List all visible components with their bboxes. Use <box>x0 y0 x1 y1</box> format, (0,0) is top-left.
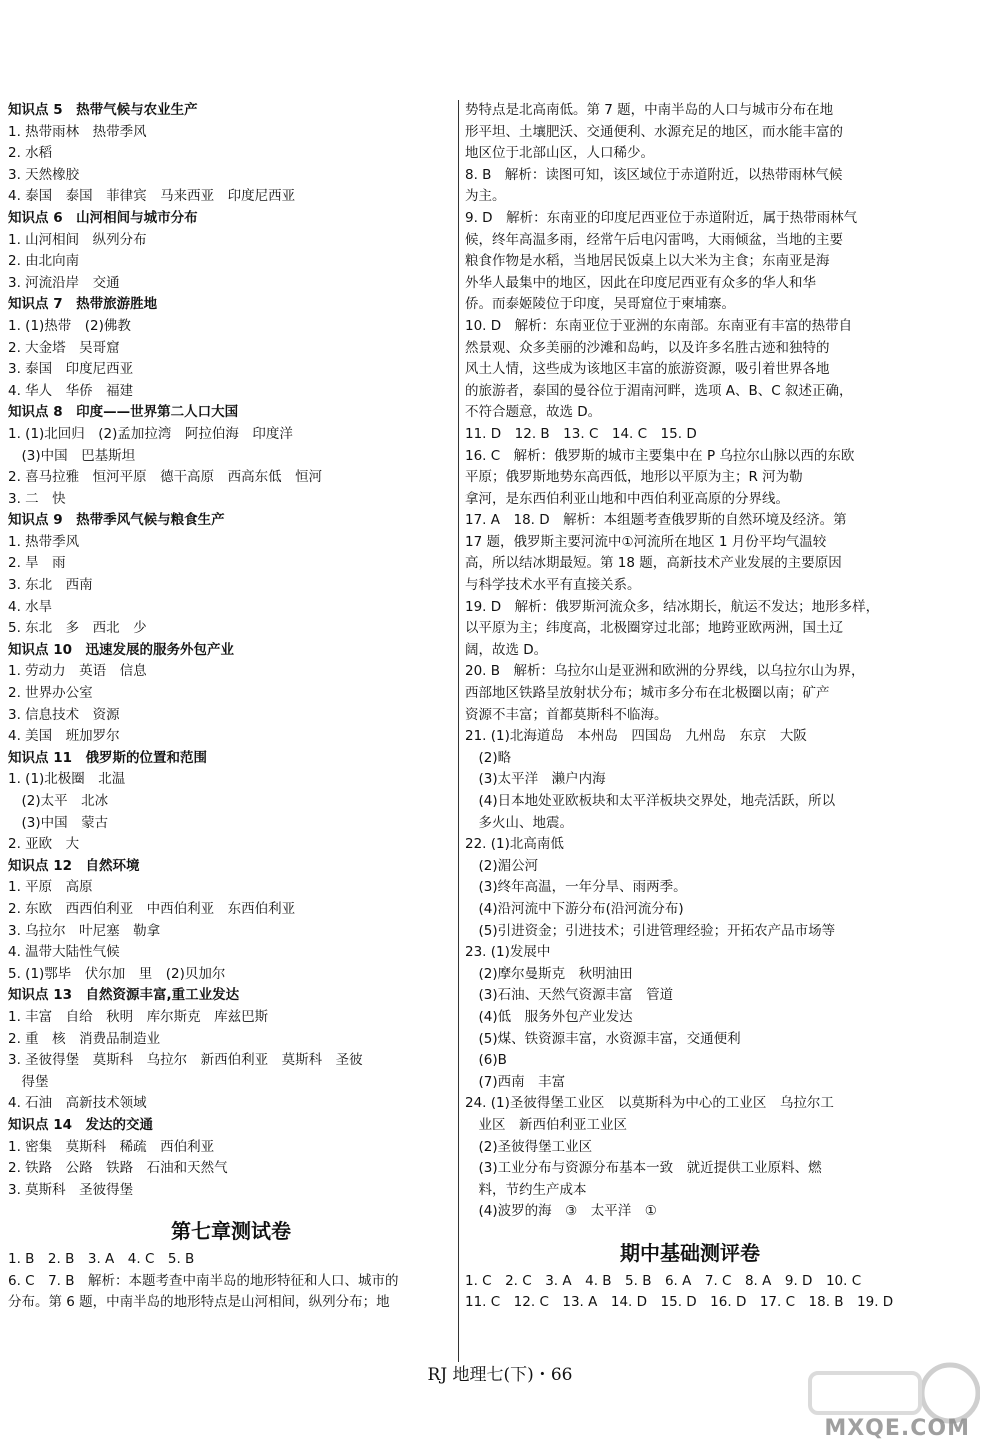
answer-line: 6. C 7. B 解析：本题考查中南半岛的地形特征和人口、城市的 <box>8 1272 399 1289</box>
answer-line: 资源不丰富；首都莫斯科不临海。 <box>465 706 668 723</box>
answer-line: 3. 圣彼得堡 莫斯科 乌拉尔 新西伯利亚 莫斯科 圣彼 <box>8 1052 363 1069</box>
answer-line: (4)日本地处亚欧板块和太平洋板块交界处，地壳活跃，所以 <box>465 793 836 809</box>
section-title-chapter7-test: 第七章测试卷 <box>171 1219 291 1244</box>
answer-line: 多火山、地震。 <box>465 814 573 831</box>
answer-line: 4. 石油 高新技术领域 <box>8 1095 147 1112</box>
answer-line: 2. 世界办公室 <box>8 685 93 702</box>
watermark-text: MXQE.COM <box>824 1416 970 1441</box>
answer-line: 候，终年高温多雨，经常午后电闪雷鸣，大雨倾盆，当地的主要 <box>465 231 843 248</box>
answer-line: 1. 热带雨林 热带季风 <box>8 123 147 140</box>
knowledge-point-heading: 知识点 6 山河相间与城市分布 <box>8 209 198 226</box>
knowledge-point-heading: 知识点 11 俄罗斯的位置和范围 <box>8 749 207 766</box>
answer-line: 3. 乌拉尔 叶尼塞 勒拿 <box>8 922 161 939</box>
answer-line: 2. 旱 雨 <box>8 555 66 572</box>
answer-line: 11. D 12. B 13. C 14. C 15. D <box>465 425 697 442</box>
answer-line: 与科学技术水平有直接关系。 <box>465 577 641 594</box>
answer-line: 1. (1)北极圈 北温 <box>8 771 126 788</box>
answer-line: 以平原为主；纬度高，北极圈穿过北部；地跨亚欧两洲，国土辽 <box>465 620 843 637</box>
right-column <box>465 100 915 1314</box>
answer-line: 4. 美国 班加罗尔 <box>8 728 120 745</box>
answer-line: 3. 信息技术 资源 <box>8 706 120 723</box>
answer-line: 3. 二 快 <box>8 490 66 507</box>
answer-line: 2. 水稻 <box>8 145 53 162</box>
answer-line: 4. 华人 华侨 福建 <box>8 382 134 399</box>
answer-line: 2. 东欧 西西伯利亚 中西伯利亚 东西伯利亚 <box>8 900 296 917</box>
answer-line: 24. (1)圣彼得堡工业区 以莫斯科为中心的工业区 乌拉尔工 <box>465 1095 834 1112</box>
answer-line: 22. (1)北高南低 <box>465 836 564 853</box>
knowledge-point-heading: 知识点 9 热带季风气候与粮食生产 <box>8 512 225 529</box>
answer-line: (5)煤、铁资源丰富，水资源丰富，交通便利 <box>465 1030 741 1047</box>
knowledge-point-heading: 知识点 5 热带气候与农业生产 <box>8 102 198 118</box>
left-column <box>8 100 454 1314</box>
answer-line: 3. 莫斯科 圣彼得堡 <box>8 1181 134 1198</box>
knowledge-point-heading: 知识点 14 发达的交通 <box>8 1116 153 1133</box>
knowledge-point-heading: 知识点 7 热带旅游胜地 <box>8 296 158 313</box>
answer-line: (2)略 <box>465 749 512 766</box>
answer-line: 5. (1)鄂毕 伏尔加 里 (2)贝加尔 <box>8 965 226 982</box>
answer-line: 1. 山河相间 纵列分布 <box>8 231 147 248</box>
answer-line: 1. (1)热带 (2)佛教 <box>8 317 131 334</box>
answer-line: 21. (1)北海道岛 本州岛 四国岛 九州岛 东京 大阪 <box>465 728 807 745</box>
answer-line: (3)工业分布与资源分布基本一致 就近提供工业原料、燃 <box>465 1160 822 1177</box>
answer-line: 1. B 2. B 3. A 4. C 5. B <box>8 1251 195 1268</box>
answer-line: 的旅游者，泰国的曼谷位于湄南河畔，选项 A、B、C 叙述正确， <box>465 382 853 399</box>
answer-line: 然景观、众多美丽的沙滩和岛屿，以及许多名胜古迹和独特的 <box>465 339 830 356</box>
answer-line: (3)中国 蒙古 <box>8 814 109 831</box>
answer-line: 19. D 解析：俄罗斯河流众多，结冰期长，航运不发达；地形多样， <box>465 598 880 615</box>
answer-line: (4)波罗的海 ③ 太平洋 ① <box>465 1203 657 1220</box>
answer-line: 8. B 解析：读图可知，该区域位于赤道附近，以热带雨林气候 <box>465 166 843 183</box>
answer-line: (2)太平 北冰 <box>8 793 109 809</box>
answer-line: 2. 喜马拉雅 恒河平原 德干高原 西高东低 恒河 <box>8 469 323 486</box>
answer-line: 业区 新西伯利亚工业区 <box>465 1116 627 1133</box>
knowledge-point-heading: 知识点 10 迅速发展的服务外包产业 <box>8 641 234 658</box>
answer-line: 23. (1)发展中 <box>465 944 551 961</box>
page-footer: RJ 地理七(下)・66 <box>427 1365 573 1385</box>
answer-line: 2. 由北向南 <box>8 253 80 270</box>
answer-line: (3)中国 巴基斯坦 <box>8 447 136 464</box>
knowledge-point-heading: 知识点 12 自然环境 <box>8 857 140 874</box>
answer-line: 11. C 12. C 13. A 14. D 15. D 16. D 17. C 18. B 19. D <box>465 1294 894 1311</box>
answer-line: 1. 密集 莫斯科 稀疏 西伯利亚 <box>8 1138 215 1155</box>
answer-line: 外华人最集中的地区，因此在印度尼西亚有众多的华人和华 <box>465 274 816 291</box>
answer-line: 风土人情，这些成为该地区丰富的旅游资源，吸引着世界各地 <box>465 361 830 378</box>
answer-line: 地区位于北部山区，人口稀少。 <box>465 145 654 162</box>
answer-line: (7)西南 丰富 <box>465 1073 566 1090</box>
answer-line: (3)太平洋 濑户内海 <box>465 771 606 788</box>
answer-line: (3)石油、天然气资源丰富 管道 <box>465 987 674 1004</box>
answer-line: (2)圣彼得堡工业区 <box>465 1138 593 1155</box>
answer-line: 1. 丰富 自给 秋明 库尔斯克 库兹巴斯 <box>8 1008 269 1025</box>
answer-line: 阔，故选 D。 <box>465 641 548 658</box>
answer-line: 料，节约生产成本 <box>465 1181 587 1198</box>
answer-line: 3. 泰国 印度尼西亚 <box>8 361 134 378</box>
answer-line: (2)湄公河 <box>465 857 539 874</box>
answer-line: 3. 天然橡胶 <box>8 166 80 183</box>
answer-line: 1. (1)北回归 (2)孟加拉湾 阿拉伯海 印度洋 <box>8 425 293 442</box>
answer-line: 2. 重 核 消费品制造业 <box>8 1030 161 1047</box>
answer-line: 1. 平原 高原 <box>8 879 93 896</box>
answer-line: 10. D 解析：东南亚位于亚洲的东南部。东南亚有丰富的热带自 <box>465 317 853 334</box>
answer-line: (6)B <box>465 1052 507 1069</box>
answer-line: 4. 温带大陆性气候 <box>8 944 120 961</box>
answer-line: (2)摩尔曼斯克 秋明油田 <box>465 965 633 982</box>
answer-line: 分布。第 6 题，中南半岛的地形特点是山河相间，纵列分布；地 <box>8 1294 390 1311</box>
answer-line: 西部地区铁路呈放射状分布；城市多分布在北极圈以南；矿产 <box>465 685 830 702</box>
answer-line: (4)低 服务外包产业发达 <box>465 1008 633 1025</box>
answer-line: 1. 热带季风 <box>8 533 80 550</box>
answer-line: 1. 劳动力 英语 信息 <box>8 663 147 680</box>
answer-line: 17 题，俄罗斯主要河流中①河流所在地区 1 月份平均气温较 <box>465 533 827 550</box>
answer-line: 2. 亚欧 大 <box>8 836 80 853</box>
answer-line: 势特点是北高南低。第 7 题，中南半岛的人口与城市分布在地 <box>465 102 834 118</box>
answer-line: 9. D 解析：东南亚的印度尼西亚位于赤道附近，属于热带雨林气 <box>465 209 858 226</box>
answer-line: 形平坦、土壤肥沃、交通便利、水源充足的地区，而水能丰富的 <box>465 123 843 140</box>
answer-line: 2. 大金塔 吴哥窟 <box>8 339 120 356</box>
knowledge-point-heading: 知识点 13 自然资源丰富,重工业发达 <box>8 987 240 1004</box>
answer-line: (5)引进资金；引进技术；引进管理经验；开拓农产品市场等 <box>465 922 836 939</box>
answer-line: 2. 铁路 公路 铁路 石油和天然气 <box>8 1160 228 1177</box>
answer-line: 16. C 解析：俄罗斯的城市主要集中在 P 乌拉尔山脉以西的东欧 <box>465 447 855 464</box>
answer-line: 粮食作物是水稻，当地居民饭桌上以大米为主食；东南亚是海 <box>465 253 830 270</box>
answer-line: 平原；俄罗斯地势东高西低，地形以平原为主；R 河为勒 <box>465 469 803 486</box>
answer-line: 20. B 解析：乌拉尔山是亚洲和欧洲的分界线，以乌拉尔山为界， <box>465 663 865 680</box>
column-divider <box>458 100 459 1362</box>
answer-line: 5. 东北 多 西北 少 <box>8 620 147 637</box>
answer-line: 4. 水旱 <box>8 598 53 615</box>
answer-line: 侨。而泰姬陵位于印度，吴哥窟位于柬埔寨。 <box>465 296 735 313</box>
answer-line: 为主。 <box>465 188 506 205</box>
answer-line: 3. 河流沿岸 交通 <box>8 274 120 291</box>
knowledge-point-heading: 知识点 8 印度——世界第二人口大国 <box>8 404 239 421</box>
answer-line: (4)沿河流中下游分布(沿河流分布) <box>465 900 684 917</box>
answer-line: 3. 东北 西南 <box>8 577 93 594</box>
answer-line: 4. 泰国 泰国 菲律宾 马来西亚 印度尼西亚 <box>8 188 296 205</box>
answer-line: 1. C 2. C 3. A 4. B 5. B 6. A 7. C 8. A 9. D 10. C <box>465 1272 862 1289</box>
answer-line: 高，所以结冰期最短。第 18 题，高新技术产业发展的主要原因 <box>465 555 842 572</box>
section-title-midterm-test: 期中基础测评卷 <box>620 1240 760 1265</box>
answer-line: 得堡 <box>8 1073 49 1090</box>
answer-line: 拿河，是东西伯利亚山地和中西伯利亚高原的分界线。 <box>465 490 789 507</box>
answer-line: (3)终年高温，一年分旱、雨两季。 <box>465 879 687 896</box>
answer-line: 不符合题意，故选 D。 <box>465 404 602 421</box>
answer-line: 17. A 18. D 解析：本组题考查俄罗斯的自然环境及经济。第 <box>465 512 847 529</box>
